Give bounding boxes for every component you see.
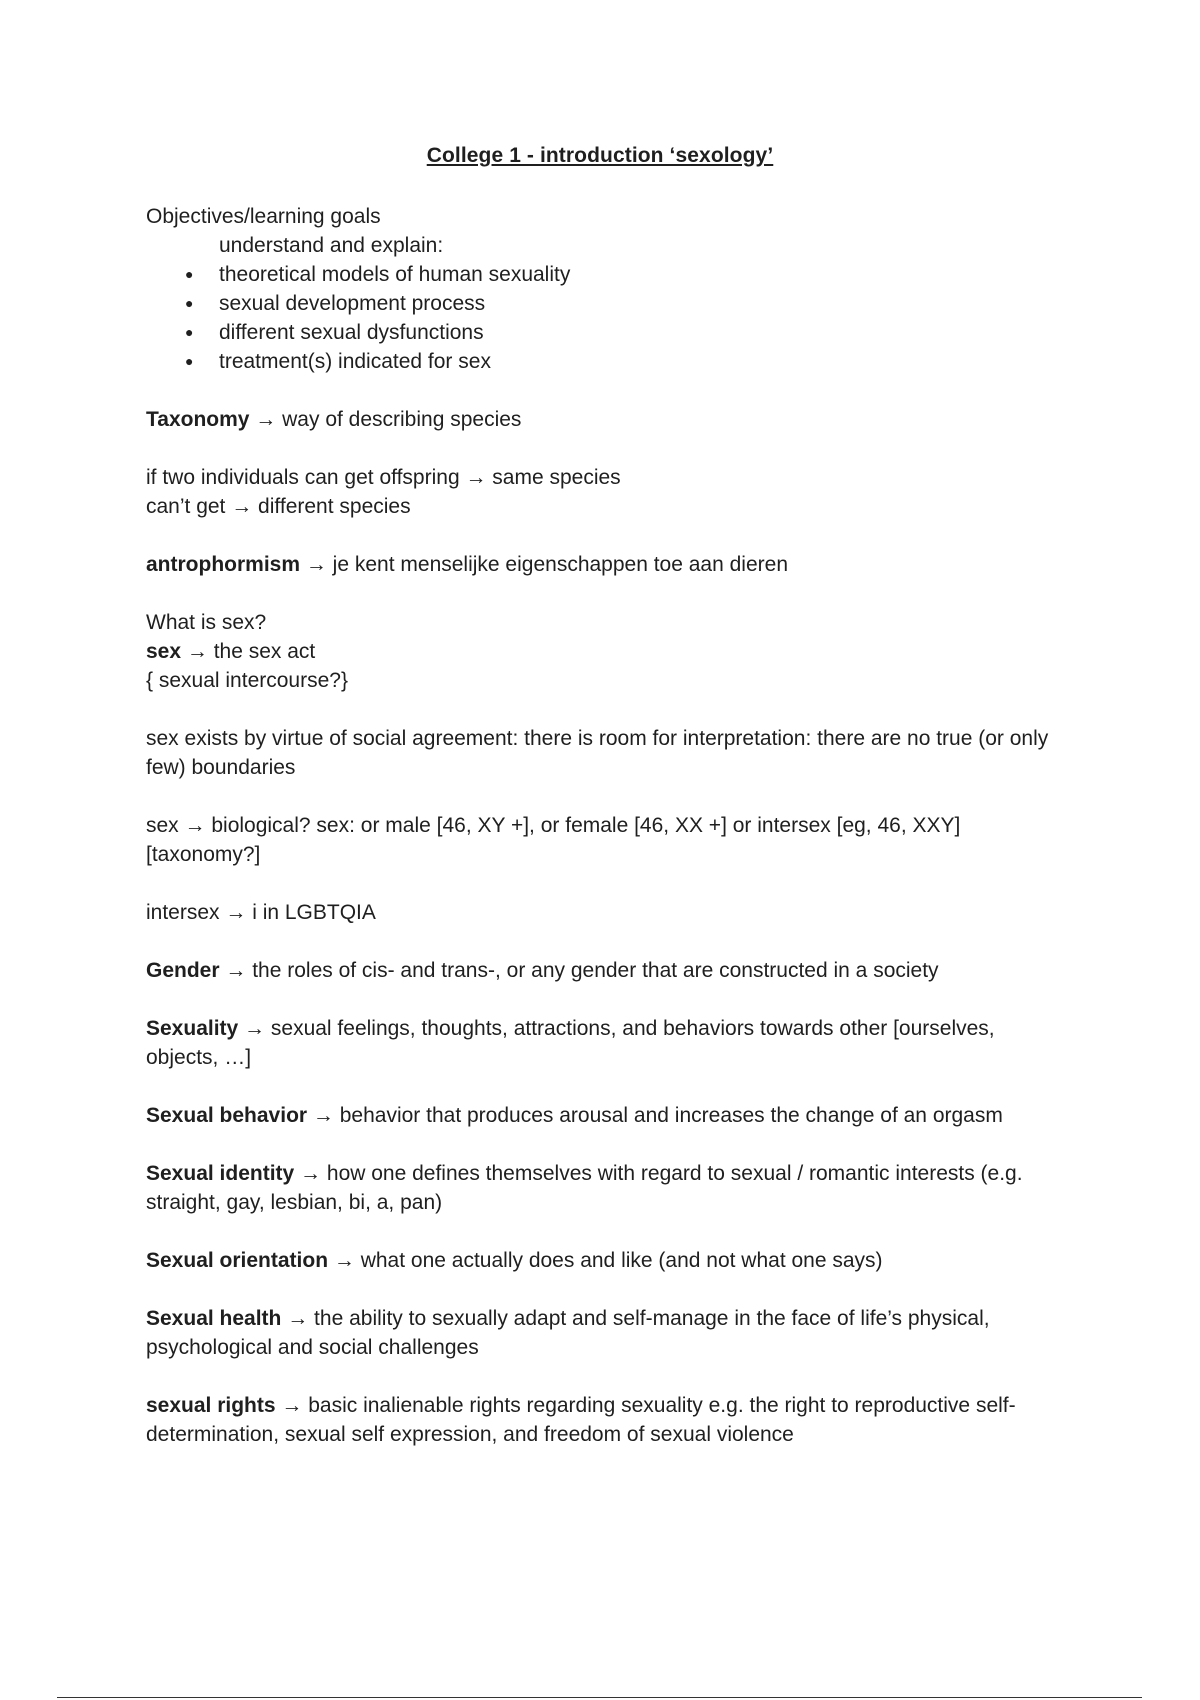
definition-text: → how one defines themselves with regard to sexual / romantic interests (e.g. straight, gay, lesbian, bi, a, pan) <box>146 1162 1023 1214</box>
bullet-icon: ● <box>185 324 194 340</box>
objectives-intro: understand and explain: <box>219 234 444 257</box>
bullet-icon: ● <box>185 266 194 282</box>
objectives-heading: Objectives/learning goals <box>146 205 381 228</box>
list-item: ● sexual development process <box>146 289 1066 318</box>
biological-sex-paragraph: sex → biological? sex: or male [46, XY +], or female [46, XX +] or intersex [eg, 46, XXY] [taxonomy?] <box>146 814 961 866</box>
sex-definition <box>146 637 1066 666</box>
bullet-icon: ● <box>185 353 194 369</box>
definition-text: → way of describing species <box>249 408 522 431</box>
definition-sexual-orientation <box>146 1246 1066 1275</box>
term-label: Sexual behavior <box>146 1104 308 1127</box>
document-body <box>146 202 1066 1478</box>
list-item: ● different sexual dysfunctions <box>146 318 1066 347</box>
intersex-line: intersex → i in LGBTQIA <box>146 901 376 924</box>
definition-sexual-rights <box>146 1391 1066 1449</box>
objectives-list <box>146 260 1066 376</box>
term-label: Sexual orientation <box>146 1249 329 1272</box>
definition-text: → je kent menselijke eigenschappen toe aan dieren <box>300 553 788 576</box>
definition-sexuality <box>146 1014 1066 1072</box>
definition-sexual-behavior <box>146 1101 1066 1130</box>
page-title: College 1 - introduction ‘sexology’ <box>426 144 774 167</box>
term-label: Sexual identity <box>146 1162 295 1185</box>
sex-note: { sexual intercourse?} <box>146 669 348 692</box>
bullet-icon: ● <box>185 295 194 311</box>
species-line-2: can’t get → different species <box>146 495 411 518</box>
definition-sexual-identity <box>146 1159 1066 1217</box>
definition-text: → what one actually does and like (and not what one says) <box>328 1249 883 1272</box>
term-label: Sexuality <box>146 1017 239 1040</box>
list-item: ● theoretical models of human sexuality <box>146 260 1066 289</box>
definition-text: → basic inalienable rights regarding sexuality e.g. the right to reproductive self-determination, sexual self expression, and freedom of sexual violence <box>146 1394 1016 1446</box>
term-label: Sexual health <box>146 1307 282 1330</box>
term-label: antrophormism <box>146 553 301 576</box>
definition-sexual-health <box>146 1304 1066 1362</box>
definition-text: → sexual feelings, thoughts, attractions, and behaviors towards other [ourselves, objects, …] <box>146 1017 995 1069</box>
term-label: Gender <box>146 959 220 982</box>
antrophormism-definition <box>146 550 1066 579</box>
social-agreement-paragraph: sex exists by virtue of social agreement: there is room for interpretation: there are no true (or only few) boundaries <box>146 727 1049 779</box>
definition-text: → behavior that produces arousal and increases the change of an orgasm <box>307 1104 1003 1127</box>
term-label: sexual rights <box>146 1394 276 1417</box>
species-line-1: if two individuals can get offspring → same species <box>146 466 621 489</box>
page-bottom-rule <box>57 1697 1142 1698</box>
definition-text: → the ability to sexually adapt and self-manage in the face of life’s physical, psychological and social challenges <box>146 1307 990 1359</box>
term-label: sex <box>146 640 182 663</box>
what-is-sex-question: What is sex? <box>146 611 267 634</box>
definition-text: → the sex act <box>181 640 316 663</box>
list-item: ● treatment(s) indicated for sex <box>146 347 1066 376</box>
taxonomy-definition <box>146 405 1066 434</box>
definition-gender <box>146 956 1066 985</box>
definition-text: → the roles of cis- and trans-, or any gender that are constructed in a society <box>219 959 939 982</box>
term-label: Taxonomy <box>146 408 250 431</box>
